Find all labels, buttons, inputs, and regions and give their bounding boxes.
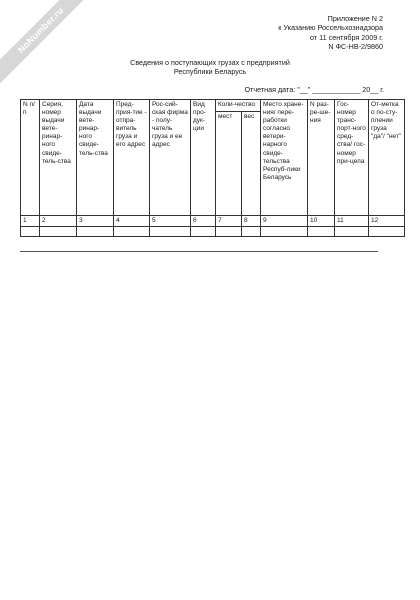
annex-header: [183, 14, 383, 52]
column-number-cell: 12: [369, 216, 405, 227]
empty-cell: [216, 227, 242, 237]
title-line-2: Республики Беларусь: [173, 67, 247, 77]
header-cell: Рос-сий-ская фирма - полу-чатель груза и ее адрес: [150, 100, 191, 216]
column-number-cell: 9: [261, 216, 308, 227]
header-cell: Вид про-дук-ции: [191, 100, 216, 216]
column-number-cell: 10: [308, 216, 335, 227]
header-cell: N раз-ре-ше-ния: [308, 100, 335, 216]
annex-line-2: к Указанию Россельхознадзора: [278, 23, 383, 33]
empty-cell: [308, 227, 335, 237]
empty-cell: [369, 227, 405, 237]
subheader-cell-places: мест: [216, 112, 242, 216]
column-number-cell: 3: [77, 216, 114, 227]
subheader-cell-weight: вес: [242, 112, 261, 216]
table-header-row: [21, 100, 405, 112]
header-cell: N п/п: [21, 100, 40, 216]
header-cell: Место хране-ния/ пере-работки согласно ветери-нарного свиде-тельства Респуб-лики Беларусь: [261, 100, 308, 216]
column-number-cell: 6: [191, 216, 216, 227]
header-cell-quantity: Коли-чество: [216, 100, 261, 112]
column-number-cell: 7: [216, 216, 242, 227]
column-number-cell: 8: [242, 216, 261, 227]
empty-cell: [191, 227, 216, 237]
annex-line-1: Приложение N 2: [327, 14, 383, 23]
table-row-empty: [21, 227, 405, 237]
annex-line-3: от 11 сентября 2009 г.: [310, 32, 383, 42]
column-number-cell: 1: [21, 216, 40, 227]
header-cell: Гос-номер транс-порт-ного сред-ства/ гос-номер при-цепа: [335, 100, 369, 216]
watermark-ribbon: NoNumber.ru: [0, 0, 100, 90]
column-number-cell: 11: [335, 216, 369, 227]
empty-cell: [114, 227, 150, 237]
empty-cell: [21, 227, 40, 237]
empty-cell: [335, 227, 369, 237]
header-cell: Серия, номер выдачи вете-ринар-ного свиде-тель-ства: [40, 100, 77, 216]
table-row-numbers: [21, 216, 405, 227]
annex-line-4: N ФС-НВ-2/9860: [328, 42, 383, 52]
title-line-1: Сведения о поступающих грузах с предприятий: [130, 58, 290, 67]
empty-cell: [261, 227, 308, 237]
empty-cell: [77, 227, 114, 237]
footer-divider: [20, 251, 378, 252]
header-cell: Дата выдачи вете-ринар-ного свиде-тель-ства: [77, 100, 114, 216]
empty-cell: [150, 227, 191, 237]
column-number-cell: 4: [114, 216, 150, 227]
header-cell: От-метка о по-сту-плении груза "да"/ "нет": [369, 100, 405, 216]
document-title: [0, 58, 420, 77]
report-date: Отчетная дата: "__" ____________ 20__ г.: [244, 85, 384, 94]
empty-cell: [242, 227, 261, 237]
cargo-table: [20, 99, 405, 237]
empty-cell: [40, 227, 77, 237]
column-number-cell: 2: [40, 216, 77, 227]
header-cell: Пред-прия-тие - отпра-витель груза и его адрес: [114, 100, 150, 216]
column-number-cell: 5: [150, 216, 191, 227]
